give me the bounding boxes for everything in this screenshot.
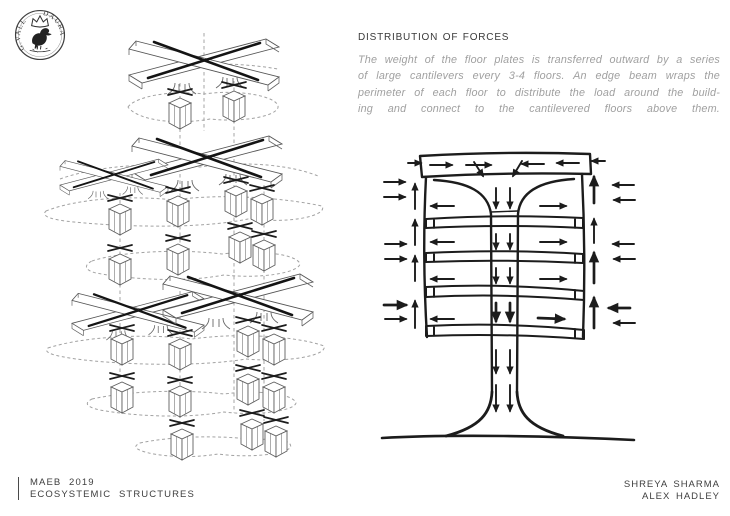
floor-plate-clusters <box>60 39 313 340</box>
body-paragraph-line: The weight of the floor plates is transferred outward by a series <box>358 54 720 66</box>
body-paragraph-line: of large cantilevers every 3-4 floors. An edge beam wraps the <box>358 70 720 83</box>
footer-authors-block <box>624 479 720 502</box>
body-paragraph <box>358 52 720 118</box>
floor-bands <box>426 216 584 339</box>
stamp-text-right: DAURA <box>42 9 67 37</box>
ground-line <box>382 436 634 440</box>
footer-author: ALEX HADLEY <box>642 490 720 502</box>
body-paragraph-line: perimeter of each floor to distribute the load around the build- <box>358 86 720 99</box>
footer-course-block <box>18 477 195 500</box>
column-drop-lines <box>120 33 264 423</box>
building-outline <box>424 174 584 337</box>
footer-studio: ECOSYSTEMIC STRUCTURES <box>30 488 195 500</box>
force-distribution-sketch <box>372 140 652 450</box>
svg-text:G.VALL <box>14 17 28 53</box>
section-heading: DISTRIBUTION OF FORCES <box>358 32 510 43</box>
body-paragraph-line: ing and connect to the cantilevered floors above them. <box>358 103 720 116</box>
footer-course: MAEB 2019 <box>30 477 95 488</box>
axonometric-structure-drawing <box>32 3 334 469</box>
stamp-text-left: G.VALL <box>13 16 29 53</box>
footer-author: SHREYA SHARMA <box>623 479 720 490</box>
